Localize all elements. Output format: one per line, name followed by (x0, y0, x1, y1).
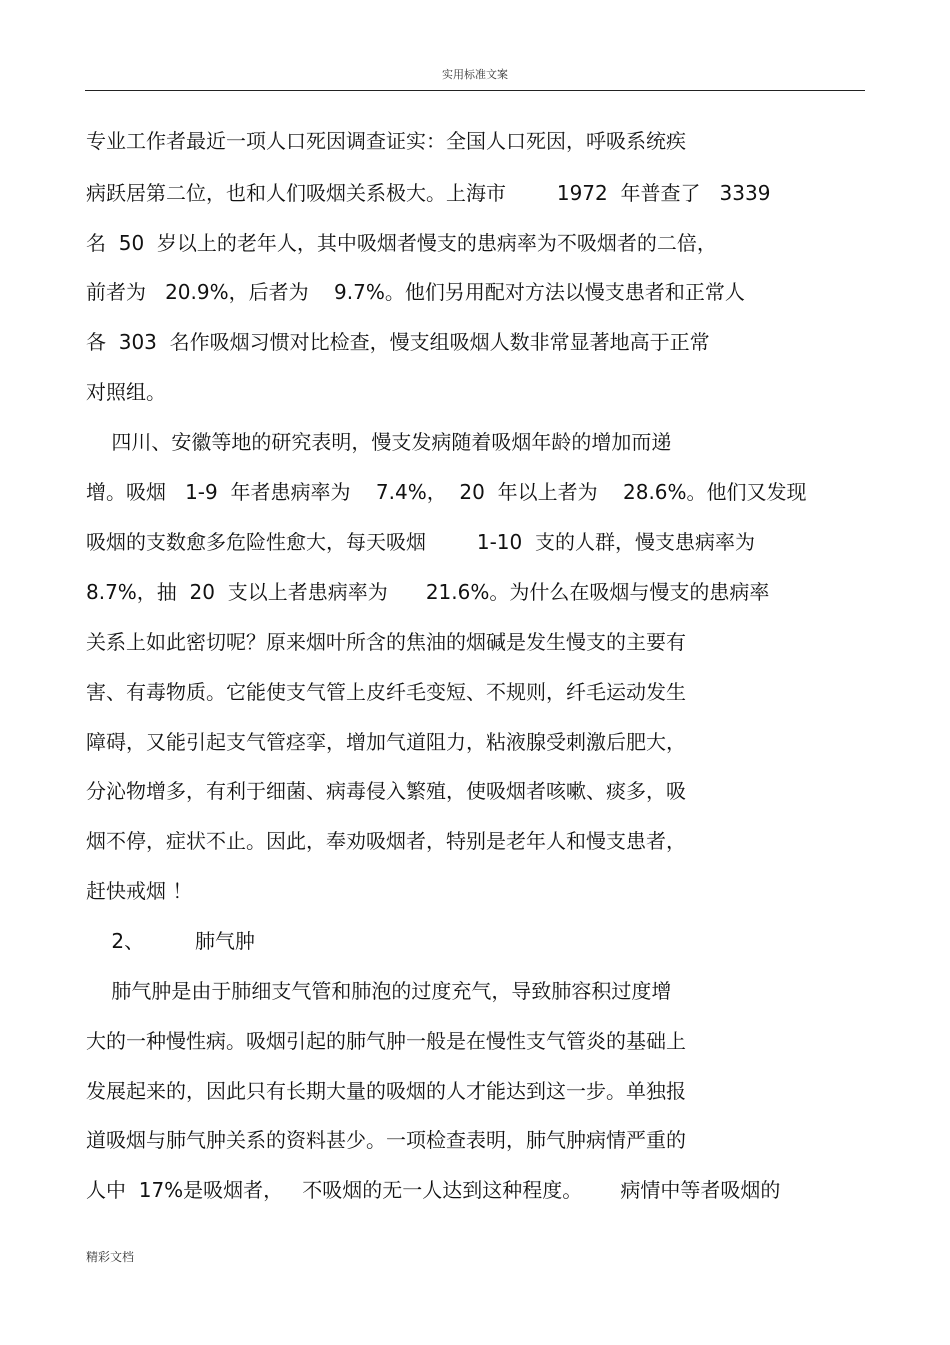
body-text-line: 四川、安徽等地的研究表明，慢支发病随着吸烟年龄的增加而递 (86, 430, 672, 454)
body-text-line: 赶快戒烟 ！ (86, 879, 193, 903)
body-text-line: 名 50 岁以上的老年人，其中吸烟者慢支的患病率为不吸烟者的二倍， (86, 231, 717, 255)
body-text-line: 增。吸烟 1-9 年者患病率为 7.4%， 20 年以上者为 28.6%。他们又发现 (86, 480, 807, 504)
body-text-line: 肺气肿是由于肺细支气管和肺泡的过度充气，导致肺容积过度增 (86, 979, 672, 1003)
body-text-line: 障碍，又能引起支气管痉挛，增加气道阻力，粘液腺受刺激后肥大， (86, 730, 686, 754)
body-text-line: 各 303 名作吸烟习惯对比检查，慢支组吸烟人数非常显著地高于正常 (86, 330, 710, 354)
body-text-line: 道吸烟与肺气肿关系的资料甚少。一项检查表明，肺气肿病情严重的 (86, 1128, 686, 1152)
body-text-line: 关系上如此密切呢？原来烟叶所含的焦油的烟碱是发生慢支的主要有 (86, 630, 686, 654)
body-text-line: 害、有毒物质。它能使支气管上皮纤毛变短、不规则，纤毛运动发生 (86, 680, 686, 704)
page-header: 实用标准文案 (442, 68, 508, 81)
body-text-line: 专业工作者最近一项人口死因调查证实：全国人口死因，呼吸系统疾 (86, 129, 686, 153)
body-text-line: 对照组。 (86, 380, 166, 404)
body-text-line: 8.7%，抽 20 支以上者患病率为 21.6%。为什么在吸烟与慢支的患病率 (86, 580, 770, 604)
section-heading: 2、 肺气肿 (86, 929, 256, 953)
header-divider (85, 90, 865, 91)
body-text-line: 病跃居第二位，也和人们吸烟关系极大。上海市 1972 年普查了 3339 (86, 181, 771, 205)
body-text-line: 发展起来的，因此只有长期大量的吸烟的人才能达到这一步。单独报 (86, 1079, 686, 1103)
body-text-line: 前者为 20.9%，后者为 9.7%。他们另用配对方法以慢支患者和正常人 (86, 280, 745, 304)
body-text-line: 大的一种慢性病。吸烟引起的肺气肿一般是在慢性支气管炎的基础上 (86, 1029, 686, 1053)
body-text-line: 吸烟的支数愈多危险性愈大，每天吸烟 1-10 支的人群，慢支患病率为 (86, 530, 755, 554)
body-text-line: 分沁物增多，有利于细菌、病毒侵入繁殖，使吸烟者咳嗽、痰多，吸 (86, 779, 686, 803)
page-footer: 精彩文档 (86, 1250, 135, 1264)
body-text-line: 人中 17%是吸烟者， 不吸烟的无一人达到这种程度。 病情中等者吸烟的 (86, 1178, 781, 1202)
body-text-line: 烟不停，症状不止。因此，奉劝吸烟者，特别是老年人和慢支患者， (86, 829, 686, 853)
